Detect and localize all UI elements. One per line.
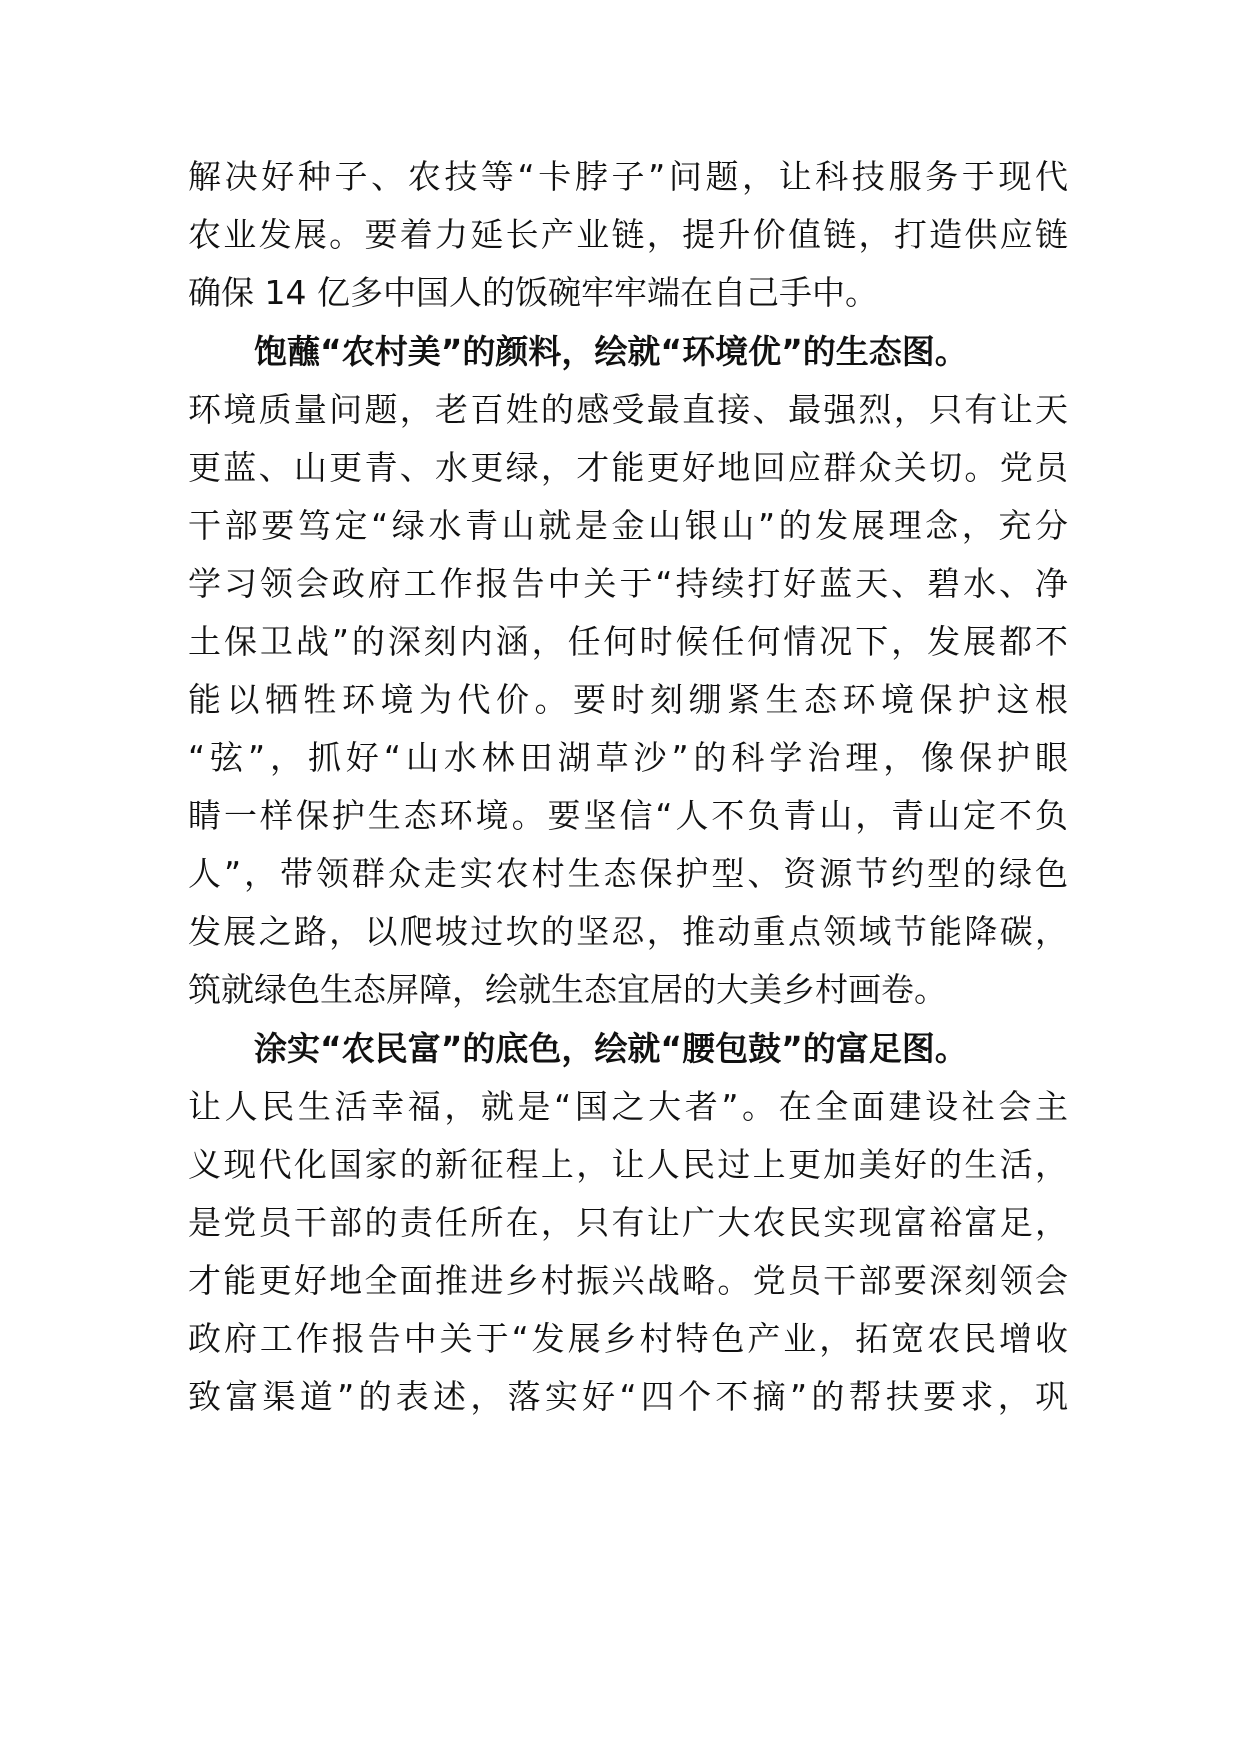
- section-heading-environment: 饱蘸“农村美”的颜料，绘就“环境优”的生态图。: [254, 332, 968, 371]
- body-text-line: 睛一样保护生态环境。要坚信“人不负青山，青山定不负: [188, 796, 1068, 835]
- body-text-line: 发展之路，以爬坡过坎的坚忍，推动重点领域节能降碳，: [188, 912, 1068, 951]
- body-text-line: 义现代化国家的新征程上，让人民过上更加美好的生活，: [188, 1145, 1068, 1184]
- body-text-line: 让人民生活幸福，就是“国之大者”。在全面建设社会主: [188, 1087, 1068, 1126]
- body-text-line: 学习领会政府工作报告中关于“持续打好蓝天、碧水、净: [188, 564, 1068, 603]
- body-text-line: “弦”，抓好“山水林田湖草沙”的科学治理，像保护眼: [188, 738, 1068, 777]
- body-text-line: 确保 14 亿多中国人的饭碗牢牢端在自己手中。: [188, 273, 878, 312]
- body-text-line: 解决好种子、农技等“卡脖子”问题，让科技服务于现代: [188, 157, 1068, 196]
- section-heading-income: 涂实“农民富”的底色，绘就“腰包鼓”的富足图。: [254, 1029, 968, 1068]
- body-text-line: 是党员干部的责任所在，只有让广大农民实现富裕富足，: [188, 1203, 1068, 1242]
- body-text-line: 更蓝、山更青、水更绿，才能更好地回应群众关切。党员: [188, 448, 1068, 487]
- body-text-line: 环境质量问题，老百姓的感受最直接、最强烈，只有让天: [188, 390, 1068, 429]
- body-text-line: 干部要笃定“绿水青山就是金山银山”的发展理念，充分: [188, 506, 1068, 545]
- body-text-line: 才能更好地全面推进乡村振兴战略。党员干部要深刻领会: [188, 1261, 1068, 1300]
- body-text-line: 政府工作报告中关于“发展乡村特色产业，拓宽农民增收: [188, 1319, 1068, 1358]
- body-text-line: 致富渠道”的表述，落实好“四个不摘”的帮扶要求，巩: [188, 1377, 1068, 1416]
- body-text-line: 筑就绿色生态屏障，绘就生态宜居的大美乡村画卷。: [188, 970, 947, 1009]
- body-text-line: 人”，带领群众走实农村生态保护型、资源节约型的绿色: [188, 854, 1068, 893]
- body-text-line: 农业发展。要着力延长产业链，提升价值链，打造供应链: [188, 215, 1068, 254]
- body-text-line: 土保卫战”的深刻内涵，任何时候任何情况下，发展都不: [188, 622, 1068, 661]
- body-text-line: 能以牺牲环境为代价。要时刻绷紧生态环境保护这根: [188, 680, 1068, 719]
